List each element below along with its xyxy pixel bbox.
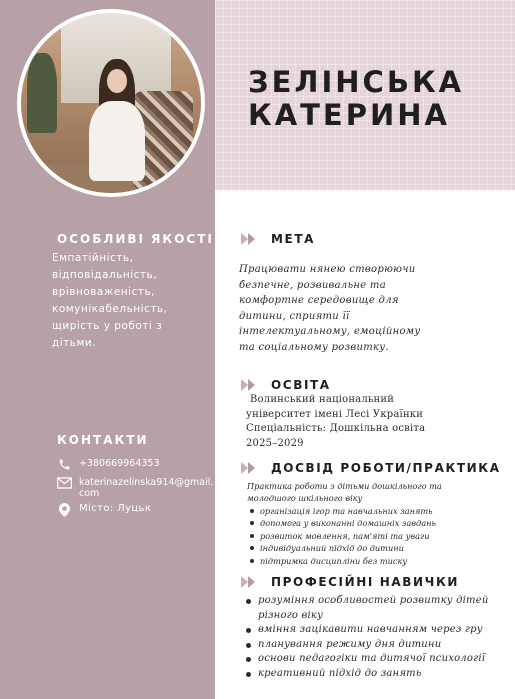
skills-title: ПРОФЕСІЙНІ НАВИЧКИ (271, 575, 460, 589)
goal-line: комфортне середовище для (239, 295, 399, 306)
list-item: вміння зацікавити навчанням через гру (244, 623, 512, 638)
goal-line: дитини, сприяти її (239, 310, 350, 322)
qualities-heading: ОСОБЛИВІ ЯКОСТІ (57, 232, 214, 246)
education-text (246, 393, 511, 451)
goal-line: інтелектуальному, емоційному (239, 326, 421, 337)
contact-email (55, 477, 213, 499)
list-item: підтримка дисципліни без тиску (248, 555, 436, 567)
list-item: планування режиму дня дитини (244, 638, 512, 653)
education-title: ОСВІТА (271, 378, 331, 392)
list-item (244, 594, 512, 623)
phone-icon (55, 458, 73, 471)
education-years: 2025–2029 (246, 437, 304, 449)
name-line-2: КАТЕРИНА (248, 98, 450, 132)
list-item: основи педагогіки та дитячої психології (244, 652, 512, 667)
education-university-name: університет імені Лесі Українки (246, 408, 424, 420)
email-line-2: com (79, 488, 100, 499)
experience-title: ДОСВІД РОБОТИ/ПРАКТИКА (271, 461, 501, 475)
skills-heading (241, 575, 459, 589)
list-item: індивідуальний підхід до дитини (248, 542, 436, 554)
city: Місто: Луцьк (79, 503, 152, 514)
photo-plant (27, 53, 57, 133)
mail-icon (55, 477, 73, 489)
goal-heading (241, 232, 315, 246)
qualities-text (52, 250, 212, 352)
email-address[interactable] (79, 477, 213, 499)
qualities-line: Емпатійність, (52, 252, 134, 264)
goal-text (239, 262, 509, 355)
experience-list (248, 505, 436, 567)
chevron-right-icon (241, 233, 257, 245)
experience-heading (241, 461, 501, 475)
education-university: Волинський національний (250, 394, 395, 405)
chevron-right-icon (241, 576, 257, 588)
education-heading (241, 378, 331, 392)
full-name (248, 66, 498, 132)
experience-intro-line-1: Практика роботи з дітьми дошкільного та (247, 481, 442, 491)
goal-line: безпечне, розвивальне та (239, 279, 386, 291)
location-pin-icon (55, 503, 73, 517)
skills-item-1-line-2: різного віку (258, 609, 324, 621)
qualities-line: відповідальність, (52, 269, 158, 281)
name-line-1: ЗЕЛІНСЬКА (248, 65, 465, 99)
profile-photo (17, 9, 205, 197)
skills-list (244, 594, 512, 681)
contact-phone (55, 458, 160, 471)
goal-line: Працювати нянею створюючи (239, 264, 416, 275)
photo-person-face (107, 69, 127, 93)
contact-city (55, 503, 151, 517)
list-item: креативний підхід до занять (244, 667, 512, 682)
phone-number[interactable]: +380669964353 (79, 458, 160, 469)
goal-title: МЕТА (271, 232, 316, 246)
qualities-line: щирість у роботі з (52, 320, 163, 332)
qualities-line: врівноваженість, (52, 286, 155, 298)
qualities-line: комунікабельність, (52, 303, 168, 315)
list-item: допомога у виконанні домашніх завдань (248, 517, 436, 529)
goal-line: та соціальному розвитку. (239, 341, 389, 353)
chevron-right-icon (241, 379, 257, 391)
qualities-line: дітьми. (52, 337, 97, 349)
photo-person-body (89, 101, 145, 181)
contacts-heading: КОНТАКТИ (57, 433, 149, 447)
chevron-right-icon (241, 462, 257, 474)
education-specialty: Спеціальність: Дошкільна освіта (246, 423, 426, 434)
experience-intro-line-2: молодшого шкільного віку (247, 492, 363, 503)
list-item: організація ігор та навчальних занять (248, 505, 436, 517)
email-line-1: katerinazelinska914@gmail. (79, 477, 214, 488)
list-item: розвиток мовлення, пам'яті та уваги (248, 530, 436, 542)
skills-item-1-line-1: розуміння особливостей розвитку дітей (258, 595, 489, 606)
experience-intro (247, 481, 509, 504)
